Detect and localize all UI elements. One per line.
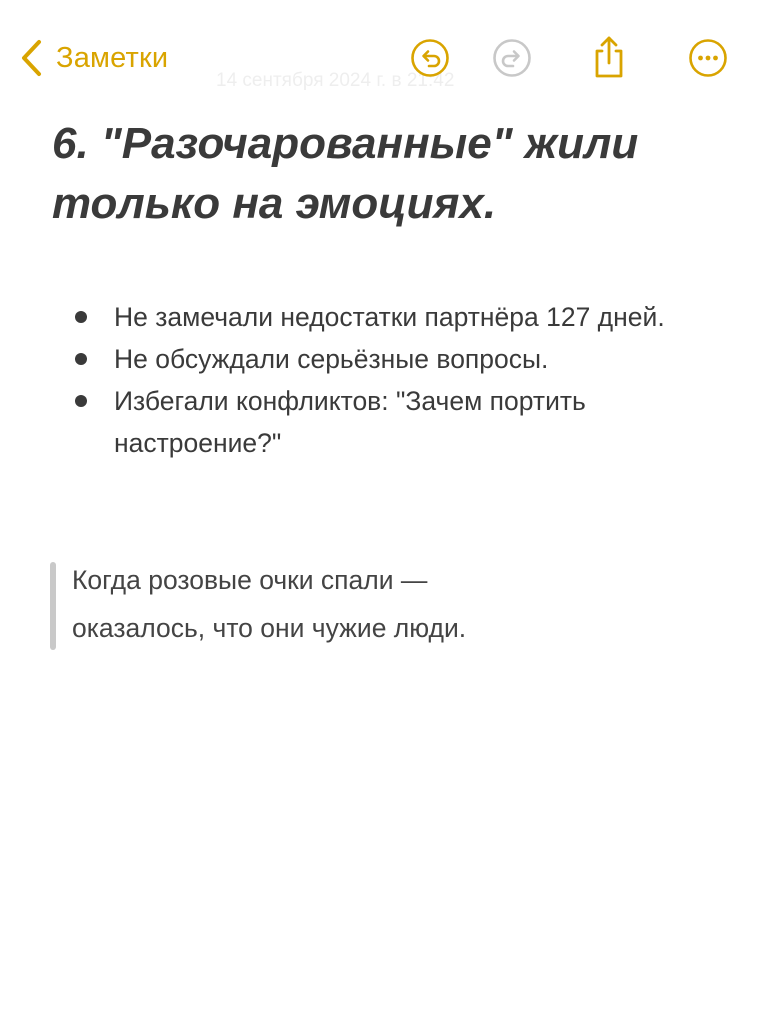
more-icon [688,38,728,78]
back-button-label: Заметки [56,41,169,74]
undo-icon [410,38,450,78]
block-quote[interactable] [50,556,710,652]
bullet-icon [75,353,87,365]
list-item-text: Не обсуждали серьёзные вопросы. [114,344,549,374]
list-item[interactable] [72,296,712,338]
navigation-bar [0,0,767,110]
bullet-list [72,296,712,464]
share-button[interactable] [589,34,629,80]
list-item[interactable] [72,380,712,464]
list-item-text: Не замечали недостатки партнёра 127 дней. [114,302,665,332]
back-button[interactable] [20,38,168,78]
redo-button[interactable] [492,37,532,79]
note-title[interactable]: 6. "Разочарованные" жили только на эмоциях. [52,119,639,228]
quote-text: Когда розовые очки спали — оказалось, что они чужие люди. [72,565,467,643]
more-button[interactable] [688,37,728,79]
list-item-text: Избегали конфликтов: "Зачем портить настроение?" [114,386,586,458]
bullet-icon [75,311,87,323]
list-item[interactable] [72,338,712,380]
quote-bar [50,562,56,650]
share-icon [589,34,629,80]
chevron-left-icon [20,39,42,77]
note-date: 14 сентября 2024 г. в 21:42 [216,70,455,91]
redo-icon [492,38,532,78]
bullet-icon [75,395,87,407]
undo-button[interactable] [410,37,450,79]
